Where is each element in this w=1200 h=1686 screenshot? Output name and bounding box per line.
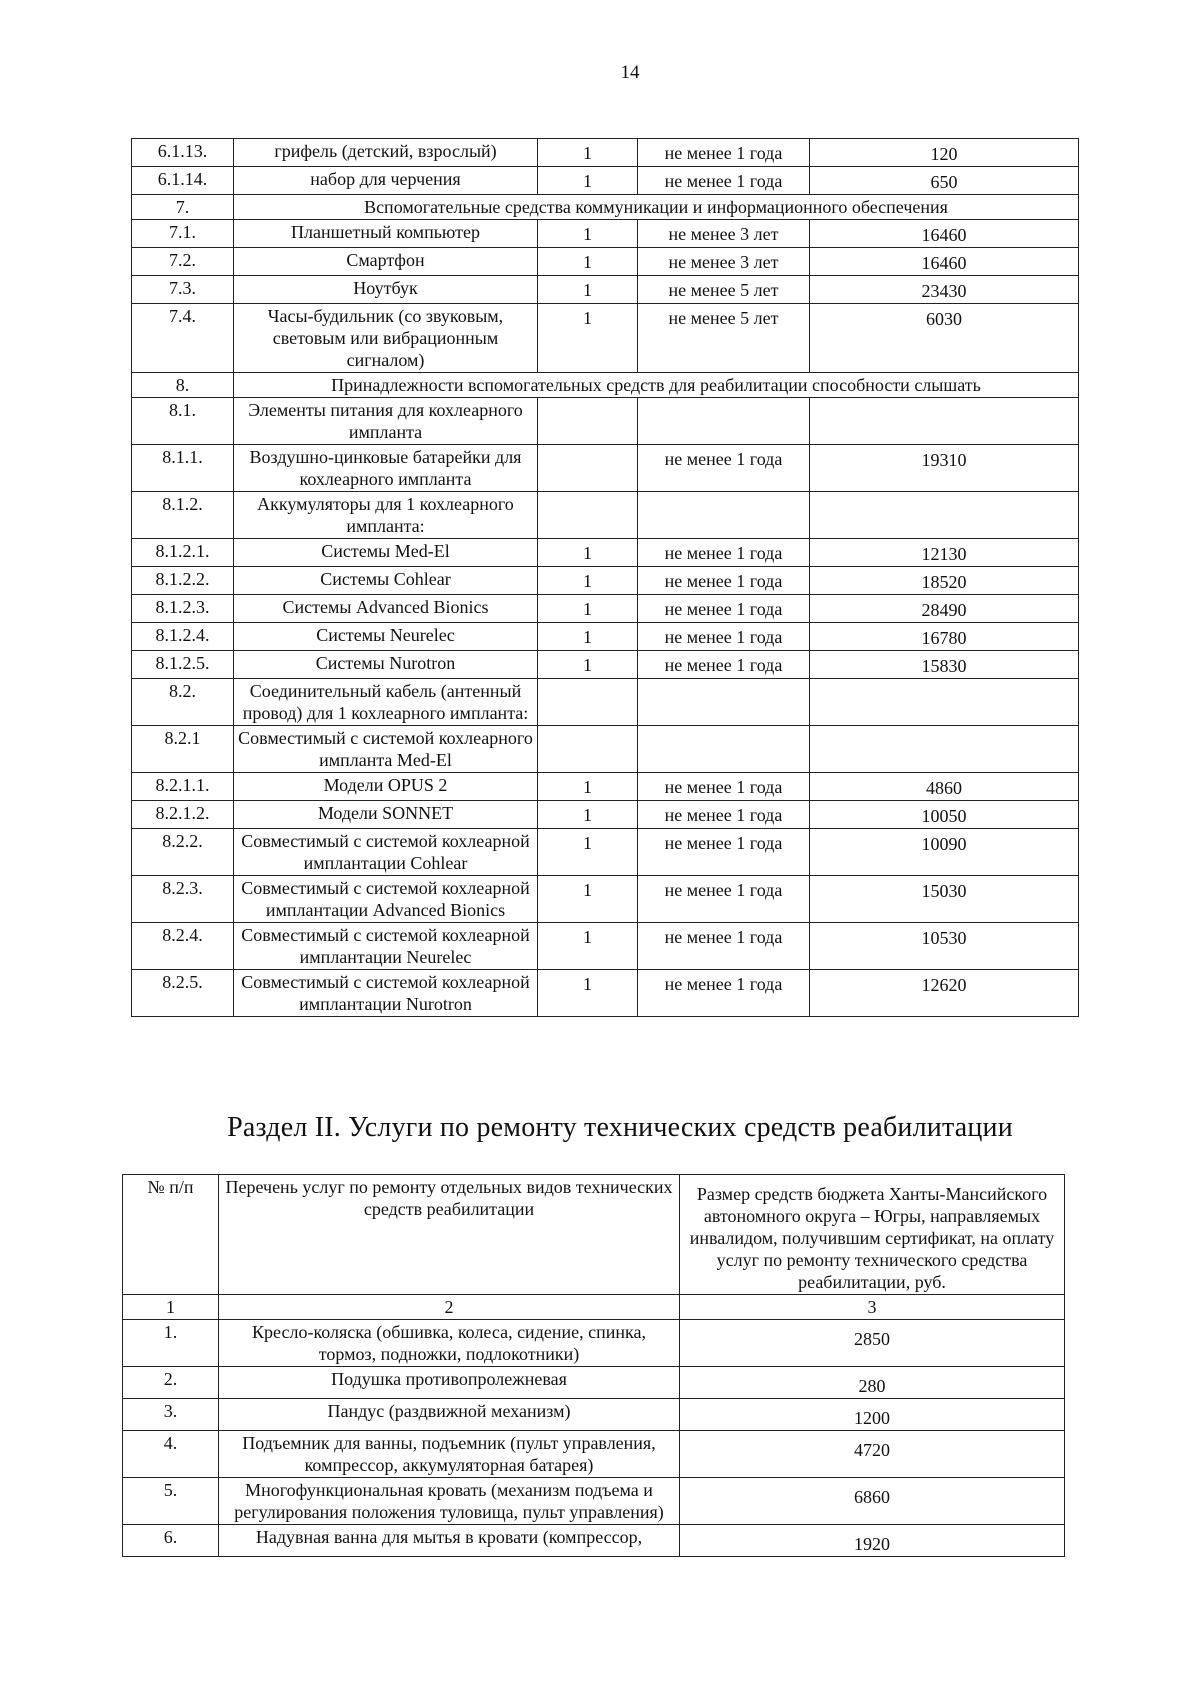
row-number: 8.1.2.1.: [132, 539, 234, 567]
table-row: [132, 139, 1079, 167]
item-period: не менее 5 лет: [638, 304, 810, 373]
item-quantity: 1: [538, 876, 638, 923]
item-period: [638, 398, 810, 445]
row-number: 3.: [123, 1399, 219, 1431]
row-number: 8.1.: [132, 398, 234, 445]
item-quantity: 1: [538, 248, 638, 276]
item-price: 16460: [810, 220, 1079, 248]
item-price: 18520: [810, 567, 1079, 595]
item-price: 650: [810, 167, 1079, 195]
item-period: не менее 1 года: [638, 923, 810, 970]
section-row: [132, 195, 1079, 220]
row-number: 8.1.2.: [132, 492, 234, 539]
item-quantity: [538, 726, 638, 773]
service-amount: 280: [680, 1367, 1065, 1399]
item-period: [638, 679, 810, 726]
item-price: 10530: [810, 923, 1079, 970]
row-number: 8.2.4.: [132, 923, 234, 970]
item-name: Совместимый с системой кохлеарного импланта Med-El: [234, 726, 538, 773]
row-number: 6.1.14.: [132, 167, 234, 195]
item-period: не менее 1 года: [638, 567, 810, 595]
service-name: Подушка противопролежневая: [219, 1367, 680, 1399]
service-amount: 1200: [680, 1399, 1065, 1431]
item-quantity: 1: [538, 276, 638, 304]
row-number: 7.4.: [132, 304, 234, 373]
item-name: Совместимый с системой кохлеарной имплантации Nurotron: [234, 970, 538, 1017]
item-quantity: 1: [538, 567, 638, 595]
service-name: Подъемник для ванны, подъемник (пульт управления, компрессор, аккумуляторная батарея): [219, 1431, 680, 1478]
table-row: [132, 539, 1079, 567]
table-row: [132, 398, 1079, 445]
table-row: [132, 167, 1079, 195]
header-service: Перечень услуг по ремонту отдельных видов технических средств реабилитации: [219, 1175, 680, 1295]
table-row: [132, 679, 1079, 726]
service-name: Многофункциональная кровать (механизм подъема и регулирования положения туловища, пульт управления): [219, 1478, 680, 1525]
item-price: [810, 679, 1079, 726]
table-row: [132, 726, 1079, 773]
item-quantity: 1: [538, 829, 638, 876]
table-row: [132, 304, 1079, 373]
item-price: 4860: [810, 773, 1079, 801]
table-row: [132, 970, 1079, 1017]
service-name: Пандус (раздвижной механизм): [219, 1399, 680, 1431]
row-number: 6.1.13.: [132, 139, 234, 167]
item-period: не менее 1 года: [638, 623, 810, 651]
item-name: Смартфон: [234, 248, 538, 276]
item-price: 10050: [810, 801, 1079, 829]
item-period: не менее 1 года: [638, 829, 810, 876]
col-number: 3: [680, 1295, 1065, 1320]
row-number: 8.2.3.: [132, 876, 234, 923]
item-quantity: [538, 679, 638, 726]
service-amount: 6860: [680, 1478, 1065, 1525]
tsr-price-table: [131, 138, 1079, 1017]
table-row: [123, 1431, 1065, 1478]
section-heading: Вспомогательные средства коммуникации и информационного обеспечения: [234, 195, 1079, 220]
item-name: Модели OPUS 2: [234, 773, 538, 801]
row-number: 1.: [123, 1320, 219, 1367]
item-name: Ноутбук: [234, 276, 538, 304]
item-quantity: [538, 492, 638, 539]
row-number: 8.2.1.1.: [132, 773, 234, 801]
item-period: не менее 1 года: [638, 970, 810, 1017]
row-number: 8.2.5.: [132, 970, 234, 1017]
col-number: 1: [123, 1295, 219, 1320]
table-row: [132, 492, 1079, 539]
service-amount: 1920: [680, 1525, 1065, 1557]
row-number: 7.3.: [132, 276, 234, 304]
item-period: не менее 1 года: [638, 139, 810, 167]
item-name: Воздушно-цинковые батарейки для кохлеарного импланта: [234, 445, 538, 492]
item-price: 15030: [810, 876, 1079, 923]
item-name: Совместимый с системой кохлеарной имплантации Neurelec: [234, 923, 538, 970]
row-number: 5.: [123, 1478, 219, 1525]
table-row: [132, 801, 1079, 829]
item-quantity: 1: [538, 970, 638, 1017]
table-row: [132, 595, 1079, 623]
item-quantity: 1: [538, 651, 638, 679]
row-number: 8.2.: [132, 679, 234, 726]
item-period: не менее 1 года: [638, 801, 810, 829]
page-number: 14: [620, 62, 640, 83]
table-row: [132, 829, 1079, 876]
item-period: не менее 1 года: [638, 539, 810, 567]
table-row: [132, 567, 1079, 595]
item-name: Аккумуляторы для 1 кохлеарного импланта:: [234, 492, 538, 539]
item-name: Элементы питания для кохлеарного импланта: [234, 398, 538, 445]
section-heading: Принадлежности вспомогательных средств для реабилитации способности слышать: [234, 373, 1079, 398]
table-row: [123, 1320, 1065, 1367]
item-name: Системы Nurotron: [234, 651, 538, 679]
item-period: не менее 1 года: [638, 773, 810, 801]
column-number-row: [123, 1295, 1065, 1320]
item-period: не менее 1 года: [638, 876, 810, 923]
section-title: Раздел II. Услуги по ремонту технических средств реабилитации: [227, 1112, 1013, 1143]
item-name: грифель (детский, взрослый): [234, 139, 538, 167]
table-row: [132, 248, 1079, 276]
table-row: [132, 773, 1079, 801]
service-amount: 4720: [680, 1431, 1065, 1478]
table-row: [132, 876, 1079, 923]
row-number: 8.2.1: [132, 726, 234, 773]
section-row: [132, 373, 1079, 398]
row-number: 8.: [132, 373, 234, 398]
item-price: 10090: [810, 829, 1079, 876]
item-price: 15830: [810, 651, 1079, 679]
repair-services-table: [122, 1174, 1065, 1557]
item-period: не менее 1 года: [638, 445, 810, 492]
table-row: [123, 1367, 1065, 1399]
item-period: не менее 3 лет: [638, 220, 810, 248]
item-name: Планшетный компьютер: [234, 220, 538, 248]
item-period: не менее 1 года: [638, 595, 810, 623]
item-quantity: 1: [538, 539, 638, 567]
table-row: [132, 651, 1079, 679]
item-quantity: [538, 398, 638, 445]
item-name: Совместимый с системой кохлеарной имплантации Advanced Bionics: [234, 876, 538, 923]
item-quantity: 1: [538, 220, 638, 248]
item-name: Часы-будильник (со звуковым, световым или вибрационным сигналом): [234, 304, 538, 373]
item-quantity: 1: [538, 923, 638, 970]
item-price: [810, 726, 1079, 773]
row-number: 8.1.2.2.: [132, 567, 234, 595]
item-period: не менее 5 лет: [638, 276, 810, 304]
item-price: [810, 398, 1079, 445]
item-quantity: 1: [538, 139, 638, 167]
item-period: не менее 1 года: [638, 167, 810, 195]
row-number: 7.1.: [132, 220, 234, 248]
item-price: 16780: [810, 623, 1079, 651]
item-quantity: 1: [538, 304, 638, 373]
service-name: Надувная ванна для мытья в кровати (компрессор,: [219, 1525, 680, 1557]
col-number: 2: [219, 1295, 680, 1320]
row-number: 8.1.2.5.: [132, 651, 234, 679]
row-number: 8.2.1.2.: [132, 801, 234, 829]
row-number: 6.: [123, 1525, 219, 1557]
item-name: Совместимый с системой кохлеарной имплантации Cohlear: [234, 829, 538, 876]
row-number: 8.1.1.: [132, 445, 234, 492]
service-name: Кресло-коляска (обшивка, колеса, сидение, спинка, тормоз, подножки, подлокотники): [219, 1320, 680, 1367]
item-name: Системы Advanced Bionics: [234, 595, 538, 623]
row-number: 4.: [123, 1431, 219, 1478]
row-number: 2.: [123, 1367, 219, 1399]
item-name: Системы Med-El: [234, 539, 538, 567]
item-name: Соединительный кабель (антенный провод) для 1 кохлеарного импланта:: [234, 679, 538, 726]
item-quantity: 1: [538, 773, 638, 801]
item-name: Системы Cohlear: [234, 567, 538, 595]
item-name: набор для черчения: [234, 167, 538, 195]
service-amount: 2850: [680, 1320, 1065, 1367]
header-num: № п/п: [123, 1175, 219, 1295]
row-number: 8.1.2.3.: [132, 595, 234, 623]
item-price: 12130: [810, 539, 1079, 567]
row-number: 8.2.2.: [132, 829, 234, 876]
item-price: 16460: [810, 248, 1079, 276]
row-number: 7.: [132, 195, 234, 220]
table-row: [132, 623, 1079, 651]
item-price: 23430: [810, 276, 1079, 304]
item-price: [810, 492, 1079, 539]
table-row: [132, 276, 1079, 304]
item-price: 19310: [810, 445, 1079, 492]
table-row: [123, 1525, 1065, 1557]
header-row: [123, 1175, 1065, 1295]
item-quantity: [538, 445, 638, 492]
item-price: 120: [810, 139, 1079, 167]
item-period: не менее 1 года: [638, 651, 810, 679]
item-price: 12620: [810, 970, 1079, 1017]
item-period: не менее 3 лет: [638, 248, 810, 276]
table-row: [132, 923, 1079, 970]
item-quantity: 1: [538, 595, 638, 623]
item-price: 28490: [810, 595, 1079, 623]
row-number: 8.1.2.4.: [132, 623, 234, 651]
header-amount: Размер средств бюджета Ханты-Мансийского автономного округа – Югры, направляемых инвалидом, получившим сертификат, на оплату услуг по ремонту технического средства реабилитации, руб.: [680, 1175, 1065, 1295]
table-row: [132, 445, 1079, 492]
item-period: [638, 492, 810, 539]
item-period: [638, 726, 810, 773]
table-row: [123, 1399, 1065, 1431]
table-row: [123, 1478, 1065, 1525]
item-quantity: 1: [538, 623, 638, 651]
item-name: Модели SONNET: [234, 801, 538, 829]
item-quantity: 1: [538, 167, 638, 195]
table-row: [132, 220, 1079, 248]
item-price: 6030: [810, 304, 1079, 373]
item-quantity: 1: [538, 801, 638, 829]
row-number: 7.2.: [132, 248, 234, 276]
item-name: Системы Neurelec: [234, 623, 538, 651]
